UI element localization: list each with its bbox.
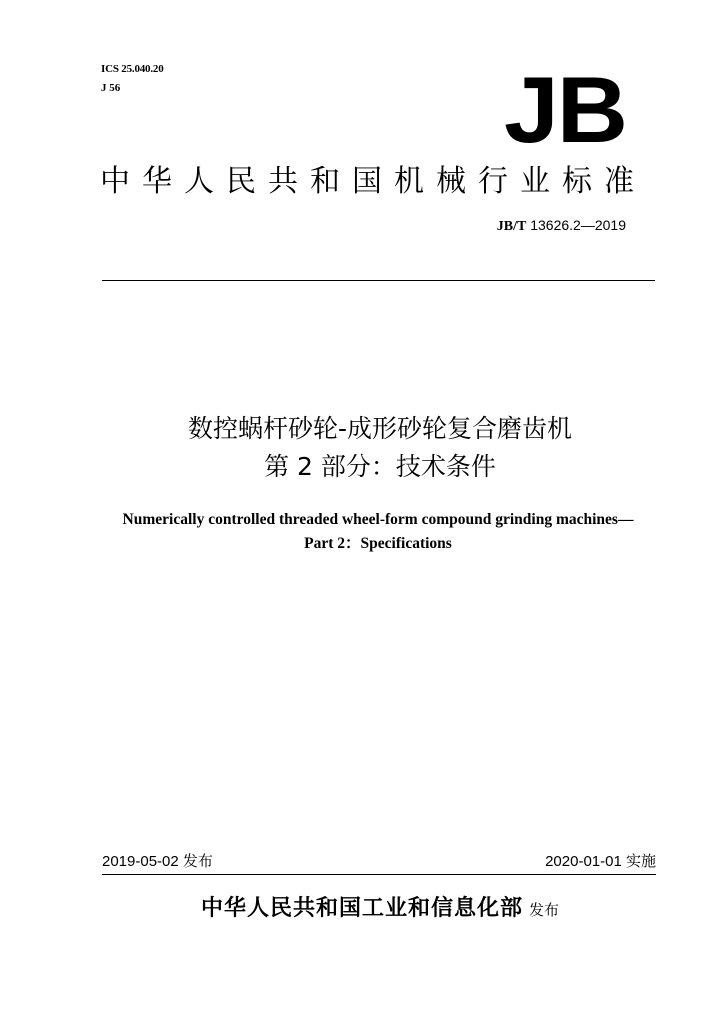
issuer-line <box>100 894 660 925</box>
issuer-name: 中华人民共和国工业和信息化部 <box>200 896 523 921</box>
jb-logo: JB <box>504 57 626 162</box>
footer-divider <box>102 874 656 875</box>
english-title <box>80 508 676 556</box>
header-divider <box>102 280 655 281</box>
english-title-line-1: Numerically controlled threaded wheel-form compound grinding machines— <box>122 511 634 528</box>
issuer-action: 发布 <box>529 901 560 919</box>
standard-number-prefix: JB/T <box>496 219 527 234</box>
ccs-code: J 56 <box>101 82 121 94</box>
issue-date: 2019-05-02 发布 <box>102 853 213 870</box>
standard-number <box>420 215 626 237</box>
chinese-title-line-2: 第 2 部分：技术条件 <box>264 452 496 481</box>
ics-code: ICS 25.040.20 <box>101 63 164 75</box>
standard-number-value: 13626.2—2019 <box>530 217 626 233</box>
english-title-line-2: Part 2：Specifications <box>304 535 452 552</box>
chinese-title-line-1: 数控蜗杆砂轮-成形砂轮复合磨齿机 <box>187 414 573 443</box>
industry-standard-title: 中华人民共和国机械行业标准 <box>100 164 646 199</box>
implementation-date: 2020-01-01 实施 <box>545 853 656 870</box>
chinese-title <box>100 410 660 486</box>
